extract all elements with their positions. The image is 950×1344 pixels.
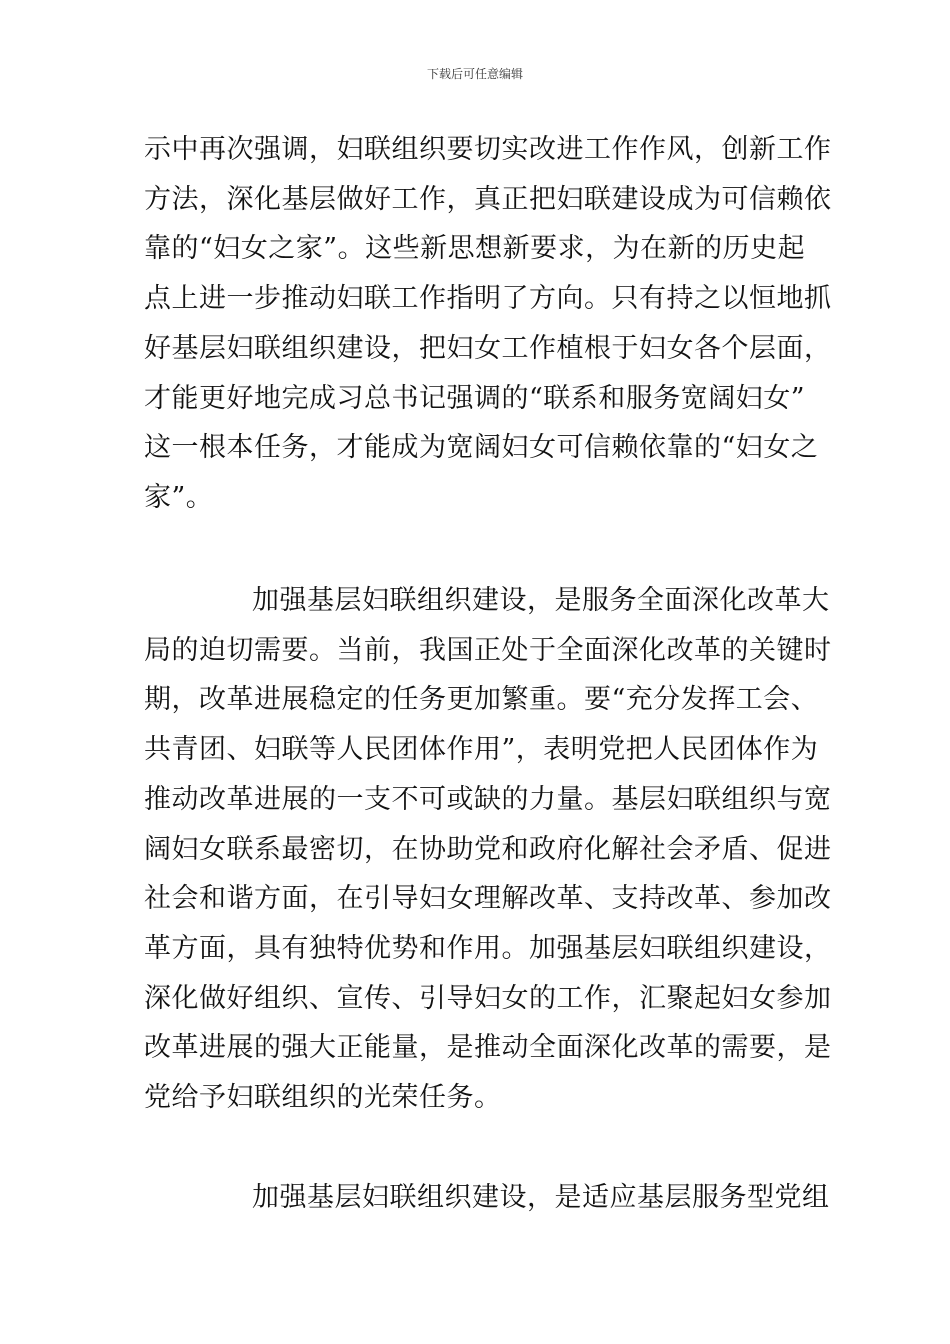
paragraph-line: 加强基层妇联组织建设，是适应基层服务型党组 xyxy=(252,1182,830,1213)
paragraph-line: 阔妇女联系最密切，在协助党和政府化解社会矛盾、促进 xyxy=(144,833,832,865)
paragraph-line: 局的迫切需要。当前，我国正处于全面深化改革的关键时 xyxy=(144,634,832,666)
paragraph-line: 家”。 xyxy=(144,481,214,513)
paragraph-line: 社会和谐方面，在引导妇女理解改革、支持改革、参加改 xyxy=(144,883,832,915)
paragraph-line: 加强基层妇联组织建设，是服务全面深化改革大 xyxy=(252,585,830,616)
paragraph-line: 党给予妇联组织的光荣任务。 xyxy=(144,1082,502,1114)
paragraph-line: 方法，深化基层做好工作，真正把妇联建设成为可信赖依 xyxy=(144,183,832,215)
paragraph-line: 深化做好组织、宣传、引导妇女的工作，汇聚起妇女参加 xyxy=(144,982,832,1014)
paragraph-line: 靠的“妇女之家”。这些新思想新要求，为在新的历史起 xyxy=(144,233,806,265)
paragraph-line: 点上进一步推动妇联工作指明了方向。只有持之以恒地抓 xyxy=(144,283,832,315)
paragraph-line: 才能更好地完成习总书记强调的“联系和服务宽阔妇女” xyxy=(144,382,806,414)
paragraph-2 xyxy=(144,576,832,1123)
page-header-note: 下载后可任意编辑 xyxy=(426,67,523,81)
paragraph-3 xyxy=(144,1173,830,1223)
paragraph-line: 好基层妇联组织建设，把妇女工作植根于妇女各个层面， xyxy=(144,332,832,364)
paragraph-line: 革方面，具有独特优势和作用。加强基层妇联组织建设， xyxy=(144,932,832,964)
paragraph-1 xyxy=(144,125,832,523)
paragraph-line: 这一根本任务，才能成为宽阔妇女可信赖依靠的“妇女之 xyxy=(144,432,819,464)
paragraph-line: 共青团、妇联等人民团体作用”，表明党把人民团体作为 xyxy=(144,734,819,766)
paragraph-line: 改革进展的强大正能量，是推动全面深化改革的需要，是 xyxy=(144,1032,832,1064)
paragraph-line: 推动改革进展的一支不可或缺的力量。基层妇联组织与宽 xyxy=(144,783,832,815)
paragraph-line: 期，改革进展稳定的任务更加繁重。要“充分发挥工会、 xyxy=(144,684,819,716)
paragraph-line: 示中再次强调，妇联组织要切实改进工作作风，创新工作 xyxy=(144,134,832,165)
